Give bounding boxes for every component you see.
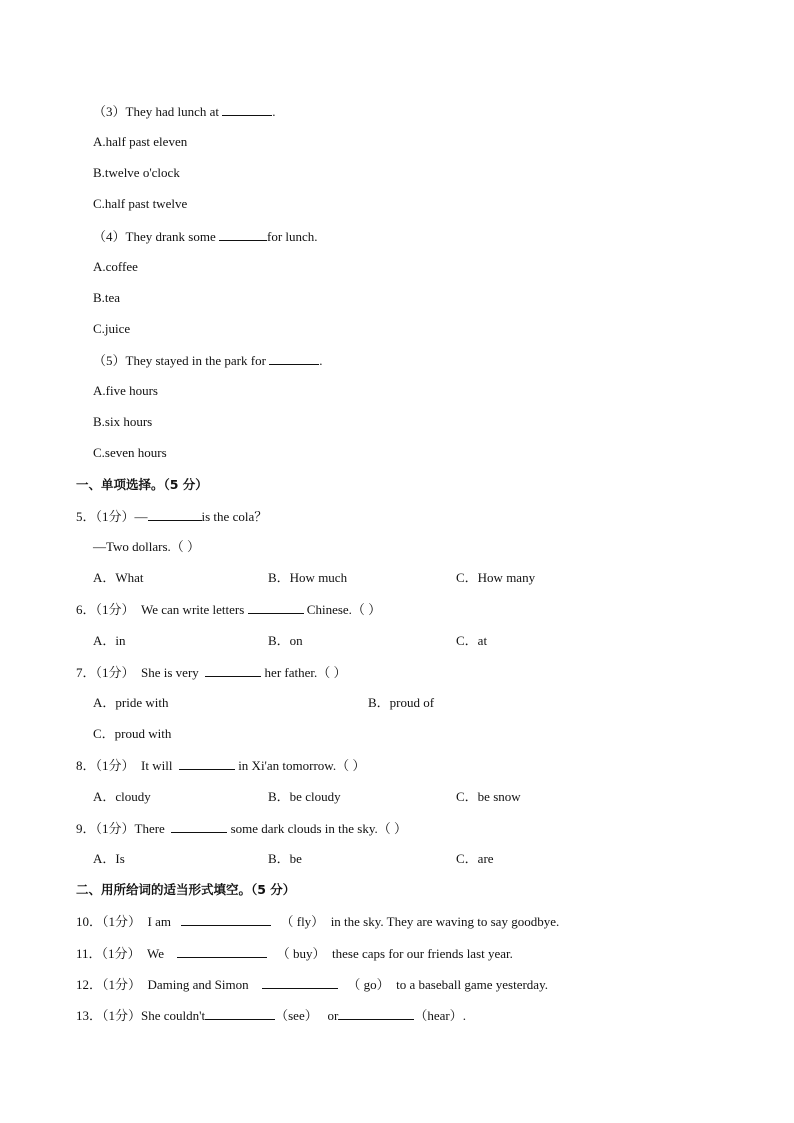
answer-blank[interactable] — [177, 945, 267, 958]
answer-blank[interactable] — [171, 820, 227, 833]
stem-text-end: in the sky. They are waving to say goodbye. — [330, 914, 560, 929]
option[interactable]: B．be — [268, 851, 302, 866]
question-number: 11．（1分） — [76, 946, 141, 961]
stem-text-end: is the cola？ — [201, 509, 268, 524]
option[interactable]: B．be cloudy — [268, 789, 341, 804]
option[interactable]: B．How much — [268, 570, 348, 585]
given-word: （ fly） — [280, 914, 325, 929]
question-13 — [76, 1007, 466, 1024]
question-7 — [76, 664, 347, 681]
answer-blank[interactable] — [269, 352, 319, 365]
question-number: 6．（1分） — [76, 602, 135, 617]
answer-blank[interactable] — [205, 1007, 275, 1020]
section-title: 一、单项选择。（5 分） — [76, 477, 208, 492]
answer-blank[interactable] — [262, 976, 338, 989]
option[interactable]: A．pride with — [93, 695, 169, 710]
option[interactable]: B.tea — [93, 290, 121, 305]
stem-text-end: her father.（ ） — [261, 665, 347, 680]
option[interactable]: A．in — [93, 633, 126, 648]
stem-text: We can write letters — [141, 602, 248, 617]
question-number: 10．（1分） — [76, 914, 142, 929]
option[interactable]: A.coffee — [93, 259, 138, 274]
stem-text: We — [147, 946, 165, 961]
given-word: （ buy） — [276, 946, 326, 961]
stem-text: （4）They drank some — [93, 229, 220, 244]
stem-text-end: . — [462, 1008, 466, 1023]
question-5-stem — [93, 352, 322, 369]
question-number: 9．（1分） — [76, 821, 135, 836]
answer-blank[interactable] — [248, 601, 304, 614]
option[interactable]: B．on — [268, 633, 303, 648]
option[interactable]: A.half past eleven — [93, 134, 188, 149]
question-4-stem — [93, 228, 318, 245]
stem-text-end: Chinese.（ ） — [303, 602, 382, 617]
stem-text-end: some dark clouds in the sky.（ ） — [227, 821, 408, 836]
option[interactable]: A．Is — [93, 851, 125, 866]
question-6 — [76, 601, 381, 618]
option[interactable]: C.seven hours — [93, 445, 167, 460]
option[interactable]: C．be snow — [456, 789, 521, 804]
question-number: 13．（1分） — [76, 1008, 142, 1023]
stem-text-end: these caps for our friends last year. — [332, 946, 513, 961]
option[interactable]: A．cloudy — [93, 789, 151, 804]
answer-blank[interactable] — [148, 508, 202, 521]
stem-text-mid: or — [327, 1008, 339, 1023]
question-8 — [76, 757, 365, 774]
stem-text: There — [134, 821, 169, 836]
given-word: （see） — [275, 1008, 318, 1023]
question-5-reply: —Two dollars.（ ） — [93, 539, 201, 554]
option[interactable]: C.juice — [93, 321, 131, 336]
stem-text-end: . — [272, 104, 276, 119]
option[interactable]: A.five hours — [93, 383, 158, 398]
question-10 — [76, 913, 559, 930]
option[interactable]: C.half past twelve — [93, 196, 188, 211]
question-11 — [76, 945, 513, 962]
option[interactable]: B.six hours — [93, 414, 153, 429]
option[interactable]: B．proud of — [368, 695, 435, 710]
question-number: 12．（1分） — [76, 977, 142, 992]
stem-text: She is very — [141, 665, 203, 680]
given-word: （ go） — [347, 977, 390, 992]
answer-blank[interactable] — [181, 913, 271, 926]
option[interactable]: B.twelve o'clock — [93, 165, 180, 180]
stem-text: Daming and Simon — [147, 977, 249, 992]
answer-blank[interactable] — [338, 1007, 414, 1020]
question-12 — [76, 976, 548, 993]
stem-text: She couldn't — [141, 1008, 206, 1023]
question-3-stem — [93, 103, 276, 120]
question-5 — [76, 508, 267, 525]
stem-text-end: in Xi'an tomorrow.（ ） — [234, 758, 366, 773]
option[interactable]: C．are — [456, 851, 494, 866]
stem-text: （3）They had lunch at — [93, 104, 223, 119]
section-title: 二、用所给词的适当形式填空。（5 分） — [76, 882, 296, 897]
stem-text: — — [134, 509, 148, 524]
question-9 — [76, 820, 407, 837]
question-number: 8．（1分） — [76, 758, 135, 773]
question-number: 7．（1分） — [76, 665, 135, 680]
given-word: （hear） — [414, 1008, 463, 1023]
stem-text: （5）They stayed in the park for — [93, 353, 270, 368]
answer-blank[interactable] — [179, 757, 235, 770]
option[interactable]: C．proud with — [93, 726, 172, 741]
option[interactable]: C．at — [456, 633, 488, 648]
stem-text-end: to a baseball game yesterday. — [396, 977, 548, 992]
question-number: 5．（1分） — [76, 509, 135, 524]
answer-blank[interactable] — [205, 664, 261, 677]
stem-text: It will — [141, 758, 176, 773]
answer-blank[interactable] — [222, 103, 272, 116]
stem-text-end: . — [319, 353, 323, 368]
stem-text: I am — [147, 914, 171, 929]
answer-blank[interactable] — [219, 228, 267, 241]
stem-text-end: for lunch. — [267, 229, 318, 244]
option[interactable]: A．What — [93, 570, 144, 585]
option[interactable]: C．How many — [456, 570, 536, 585]
